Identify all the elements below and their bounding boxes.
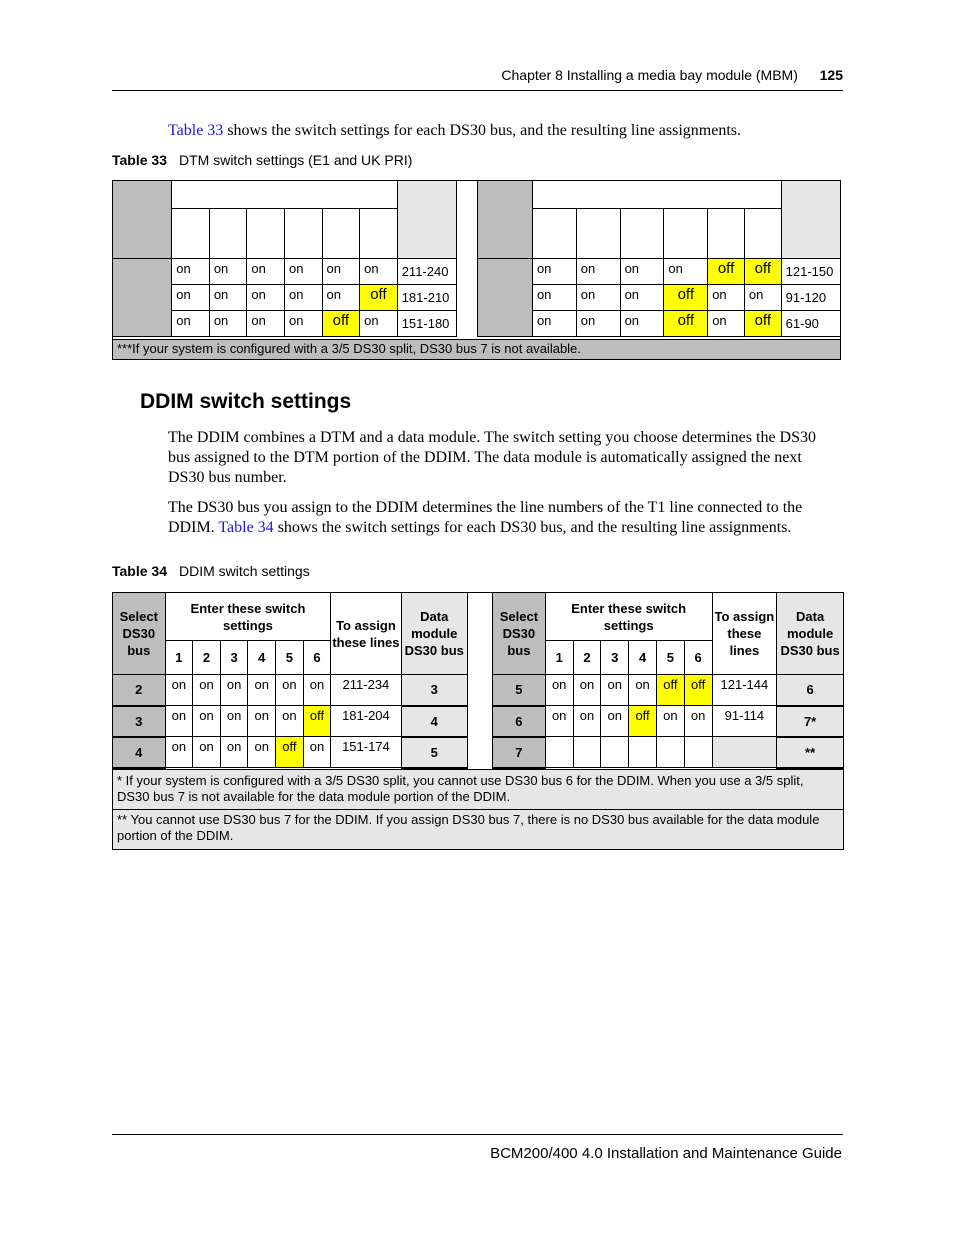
switch-setting-cell: on [573, 675, 601, 706]
switch-setting-cell: on [276, 706, 304, 737]
switch-setting-cell: on [172, 285, 210, 311]
table34-note-2: ** You cannot use DS30 bus 7 for the DDIM. If you assign DS30 bus 7, there is no DS30 bus available for the data module portion of the DDIM. [113, 809, 843, 849]
footer-text: BCM200/400 4.0 Installation and Maintenance Guide [490, 1145, 842, 1162]
table34-row [493, 737, 844, 768]
switch-setting-cell: on [576, 285, 620, 311]
switch-setting-cell: on [193, 675, 221, 706]
switch-number-header: 5 [276, 641, 304, 675]
switch-setting-cell: off [664, 311, 708, 337]
select-bus-cell: 5 [493, 675, 546, 706]
switch-number-header: 2 [193, 641, 221, 675]
running-header [112, 67, 843, 83]
table34 [112, 592, 844, 850]
switch-setting-cell: on [601, 706, 629, 737]
line-range-cell: 151-174 [331, 737, 401, 768]
switch-setting-cell: off [360, 285, 398, 311]
switch-setting-cell: off [684, 675, 712, 706]
switch-setting-cell: on [220, 706, 248, 737]
data-module-header: Data module DS30 bus [401, 593, 468, 675]
switch-setting-cell: off [629, 706, 657, 737]
switch-setting-cell: on [209, 285, 247, 311]
switch-setting-cell: on [303, 737, 331, 768]
switch-setting-cell: on [576, 259, 620, 285]
switch-setting-cell: on [284, 259, 322, 285]
switch-number-header: 2 [573, 641, 601, 675]
table33-row [478, 259, 841, 285]
table34-header-row [493, 593, 844, 641]
switch-setting-cell: on [684, 706, 712, 737]
line-range-cell: 211-234 [331, 675, 401, 706]
switch-setting-cell: on [620, 311, 664, 337]
table34-header-row [113, 593, 468, 641]
table34-row [113, 706, 468, 737]
select-bus-header: Select DS30 bus [493, 593, 546, 675]
switch-setting-cell: off [664, 285, 708, 311]
switch-number-header: 3 [601, 641, 629, 675]
line-range-cell: 181-204 [331, 706, 401, 737]
switch-setting-cell [629, 737, 657, 768]
table33-row [478, 311, 841, 337]
table33-note: ***If your system is configured with a 3/5 DS30 split, DS30 bus 7 is not available. [113, 339, 840, 359]
select-bus-cell: 6 [493, 706, 546, 737]
switch-number-header: 6 [684, 641, 712, 675]
data-module-bus-cell: 3 [401, 675, 468, 706]
footer-rule [112, 1134, 843, 1135]
switch-setting-cell: on [172, 259, 210, 285]
data-module-header: Data module DS30 bus [777, 593, 844, 675]
switch-setting-cell: on [248, 675, 276, 706]
table33-row [478, 285, 841, 311]
data-module-bus-cell: 5 [401, 737, 468, 768]
data-module-bus-cell: ** [777, 737, 844, 768]
switch-setting-cell: on [532, 285, 576, 311]
switch-setting-cell: on [247, 285, 285, 311]
switch-setting-cell: on [601, 675, 629, 706]
switch-setting-cell: on [545, 706, 573, 737]
table34-caption: Table 34 DDIM switch settings [112, 563, 310, 579]
switch-setting-cell: on [172, 311, 210, 337]
line-range-cell: 91-114 [712, 706, 777, 737]
switch-setting-cell: off [276, 737, 304, 768]
line-range-cell: 121-144 [712, 675, 777, 706]
data-module-bus-cell: 7* [777, 706, 844, 737]
switch-setting-cell: on [656, 706, 684, 737]
select-bus-cell: 3 [113, 706, 166, 737]
switch-setting-cell [573, 737, 601, 768]
switch-setting-cell [545, 737, 573, 768]
section-paragraph-2: The DS30 bus you assign to the DDIM determines the line numbers of the T1 line connected to the DDIM. Table 34 shows the switch settings for each DS30 bus, and the resulting line assignments. [168, 499, 803, 536]
switch-setting-cell: on [532, 311, 576, 337]
switch-setting-cell: on [209, 259, 247, 285]
switch-setting-cell [684, 737, 712, 768]
switch-setting-cell: on [708, 311, 745, 337]
table34-right [492, 592, 844, 769]
switch-number-header: 1 [165, 641, 193, 675]
table33 [112, 180, 841, 360]
switch-setting-cell: on [744, 285, 781, 311]
switch-setting-cell: on [573, 706, 601, 737]
switch-setting-cell: on [209, 311, 247, 337]
switch-setting-cell: on [360, 259, 398, 285]
line-range-cell: 91-120 [781, 285, 840, 311]
switch-setting-cell: off [744, 311, 781, 337]
switch-setting-cell: on [220, 675, 248, 706]
table33-bus-cell [478, 259, 533, 337]
switch-setting-cell: on [360, 311, 398, 337]
table33-bus-cell [113, 259, 172, 337]
switch-setting-cell: on [664, 259, 708, 285]
section-title: DDIM switch settings [140, 390, 352, 413]
switch-setting-cell: on [193, 737, 221, 768]
switch-setting-cell: on [708, 285, 745, 311]
chapter-title: Chapter 8 Installing a media bay module (MBM) [501, 67, 798, 83]
switch-setting-cell: on [322, 259, 360, 285]
switch-setting-cell: on [165, 737, 193, 768]
line-range-cell: 121-150 [781, 259, 840, 285]
switch-setting-cell: on [220, 737, 248, 768]
intro-paragraph: Table 33 shows the switch settings for each DS30 bus, and the resulting line assignments. [168, 122, 742, 139]
switch-setting-cell: on [303, 675, 331, 706]
line-range-cell: 211-240 [397, 259, 456, 285]
table34-left [112, 592, 468, 769]
switch-setting-cell: on [247, 259, 285, 285]
line-range-cell: 181-210 [397, 285, 456, 311]
page-number: 125 [819, 67, 843, 83]
table33-link[interactable]: Table 33 [168, 122, 224, 139]
switch-setting-cell: on [247, 311, 285, 337]
table34-link[interactable]: Table 34 [218, 519, 274, 536]
switch-setting-cell: off [708, 259, 745, 285]
select-bus-cell: 7 [493, 737, 546, 768]
switch-setting-cell: on [284, 311, 322, 337]
line-range-cell [712, 737, 777, 768]
table33-right [477, 180, 841, 337]
switch-setting-cell: on [576, 311, 620, 337]
switch-setting-cell: on [284, 285, 322, 311]
table34-note-1: * If your system is configured with a 3/5 DS30 split, you cannot use DS30 bus 6 for the DDIM. When you use a 3/5 split, DS30 bus 7 is not available for the data module portion of the DDIM. [113, 769, 843, 809]
table34-row [493, 675, 844, 706]
select-bus-cell: 2 [113, 675, 166, 706]
table34-gap [468, 593, 492, 769]
switch-settings-header: Enter these switch settings [165, 593, 331, 641]
header-rule [112, 90, 843, 91]
switch-setting-cell: off [744, 259, 781, 285]
section-paragraph-1: The DDIM combines a DTM and a data module. The switch setting you choose determines the DS30 bus assigned to the DTM portion of the DDIM. The data module is automatically assigned the next DS30 bus number. [168, 429, 817, 486]
assign-lines-header: To assign these lines [712, 593, 777, 675]
data-module-bus-cell: 4 [401, 706, 468, 737]
switch-setting-cell: on [165, 706, 193, 737]
switch-settings-header: Enter these switch settings [545, 593, 712, 641]
switch-setting-cell: on [322, 285, 360, 311]
switch-setting-cell: on [193, 706, 221, 737]
switch-number-header: 6 [303, 641, 331, 675]
table34-row [113, 675, 468, 706]
assign-lines-header: To assign these lines [331, 593, 401, 675]
switch-setting-cell [656, 737, 684, 768]
table33-left [112, 180, 457, 337]
switch-number-header: 5 [656, 641, 684, 675]
select-bus-cell: 4 [113, 737, 166, 768]
data-module-bus-cell: 6 [777, 675, 844, 706]
select-bus-header: Select DS30 bus [113, 593, 166, 675]
switch-setting-cell: on [165, 675, 193, 706]
switch-setting-cell: on [620, 259, 664, 285]
table33-caption: Table 33 DTM switch settings (E1 and UK PRI) [112, 152, 413, 168]
line-range-cell: 151-180 [397, 311, 456, 337]
switch-setting-cell: on [276, 675, 304, 706]
switch-number-header: 3 [220, 641, 248, 675]
switch-setting-cell: on [620, 285, 664, 311]
table34-row [493, 706, 844, 737]
table33-row [113, 259, 457, 285]
switch-setting-cell [601, 737, 629, 768]
switch-setting-cell: off [322, 311, 360, 337]
switch-number-header: 4 [629, 641, 657, 675]
line-range-cell: 61-90 [781, 311, 840, 337]
switch-setting-cell: off [303, 706, 331, 737]
switch-setting-cell: on [248, 706, 276, 737]
switch-setting-cell: on [545, 675, 573, 706]
switch-number-header: 4 [248, 641, 276, 675]
switch-setting-cell: off [656, 675, 684, 706]
switch-number-header: 1 [545, 641, 573, 675]
switch-setting-cell: on [629, 675, 657, 706]
switch-setting-cell: on [248, 737, 276, 768]
table34-row [113, 737, 468, 768]
switch-setting-cell: on [532, 259, 576, 285]
